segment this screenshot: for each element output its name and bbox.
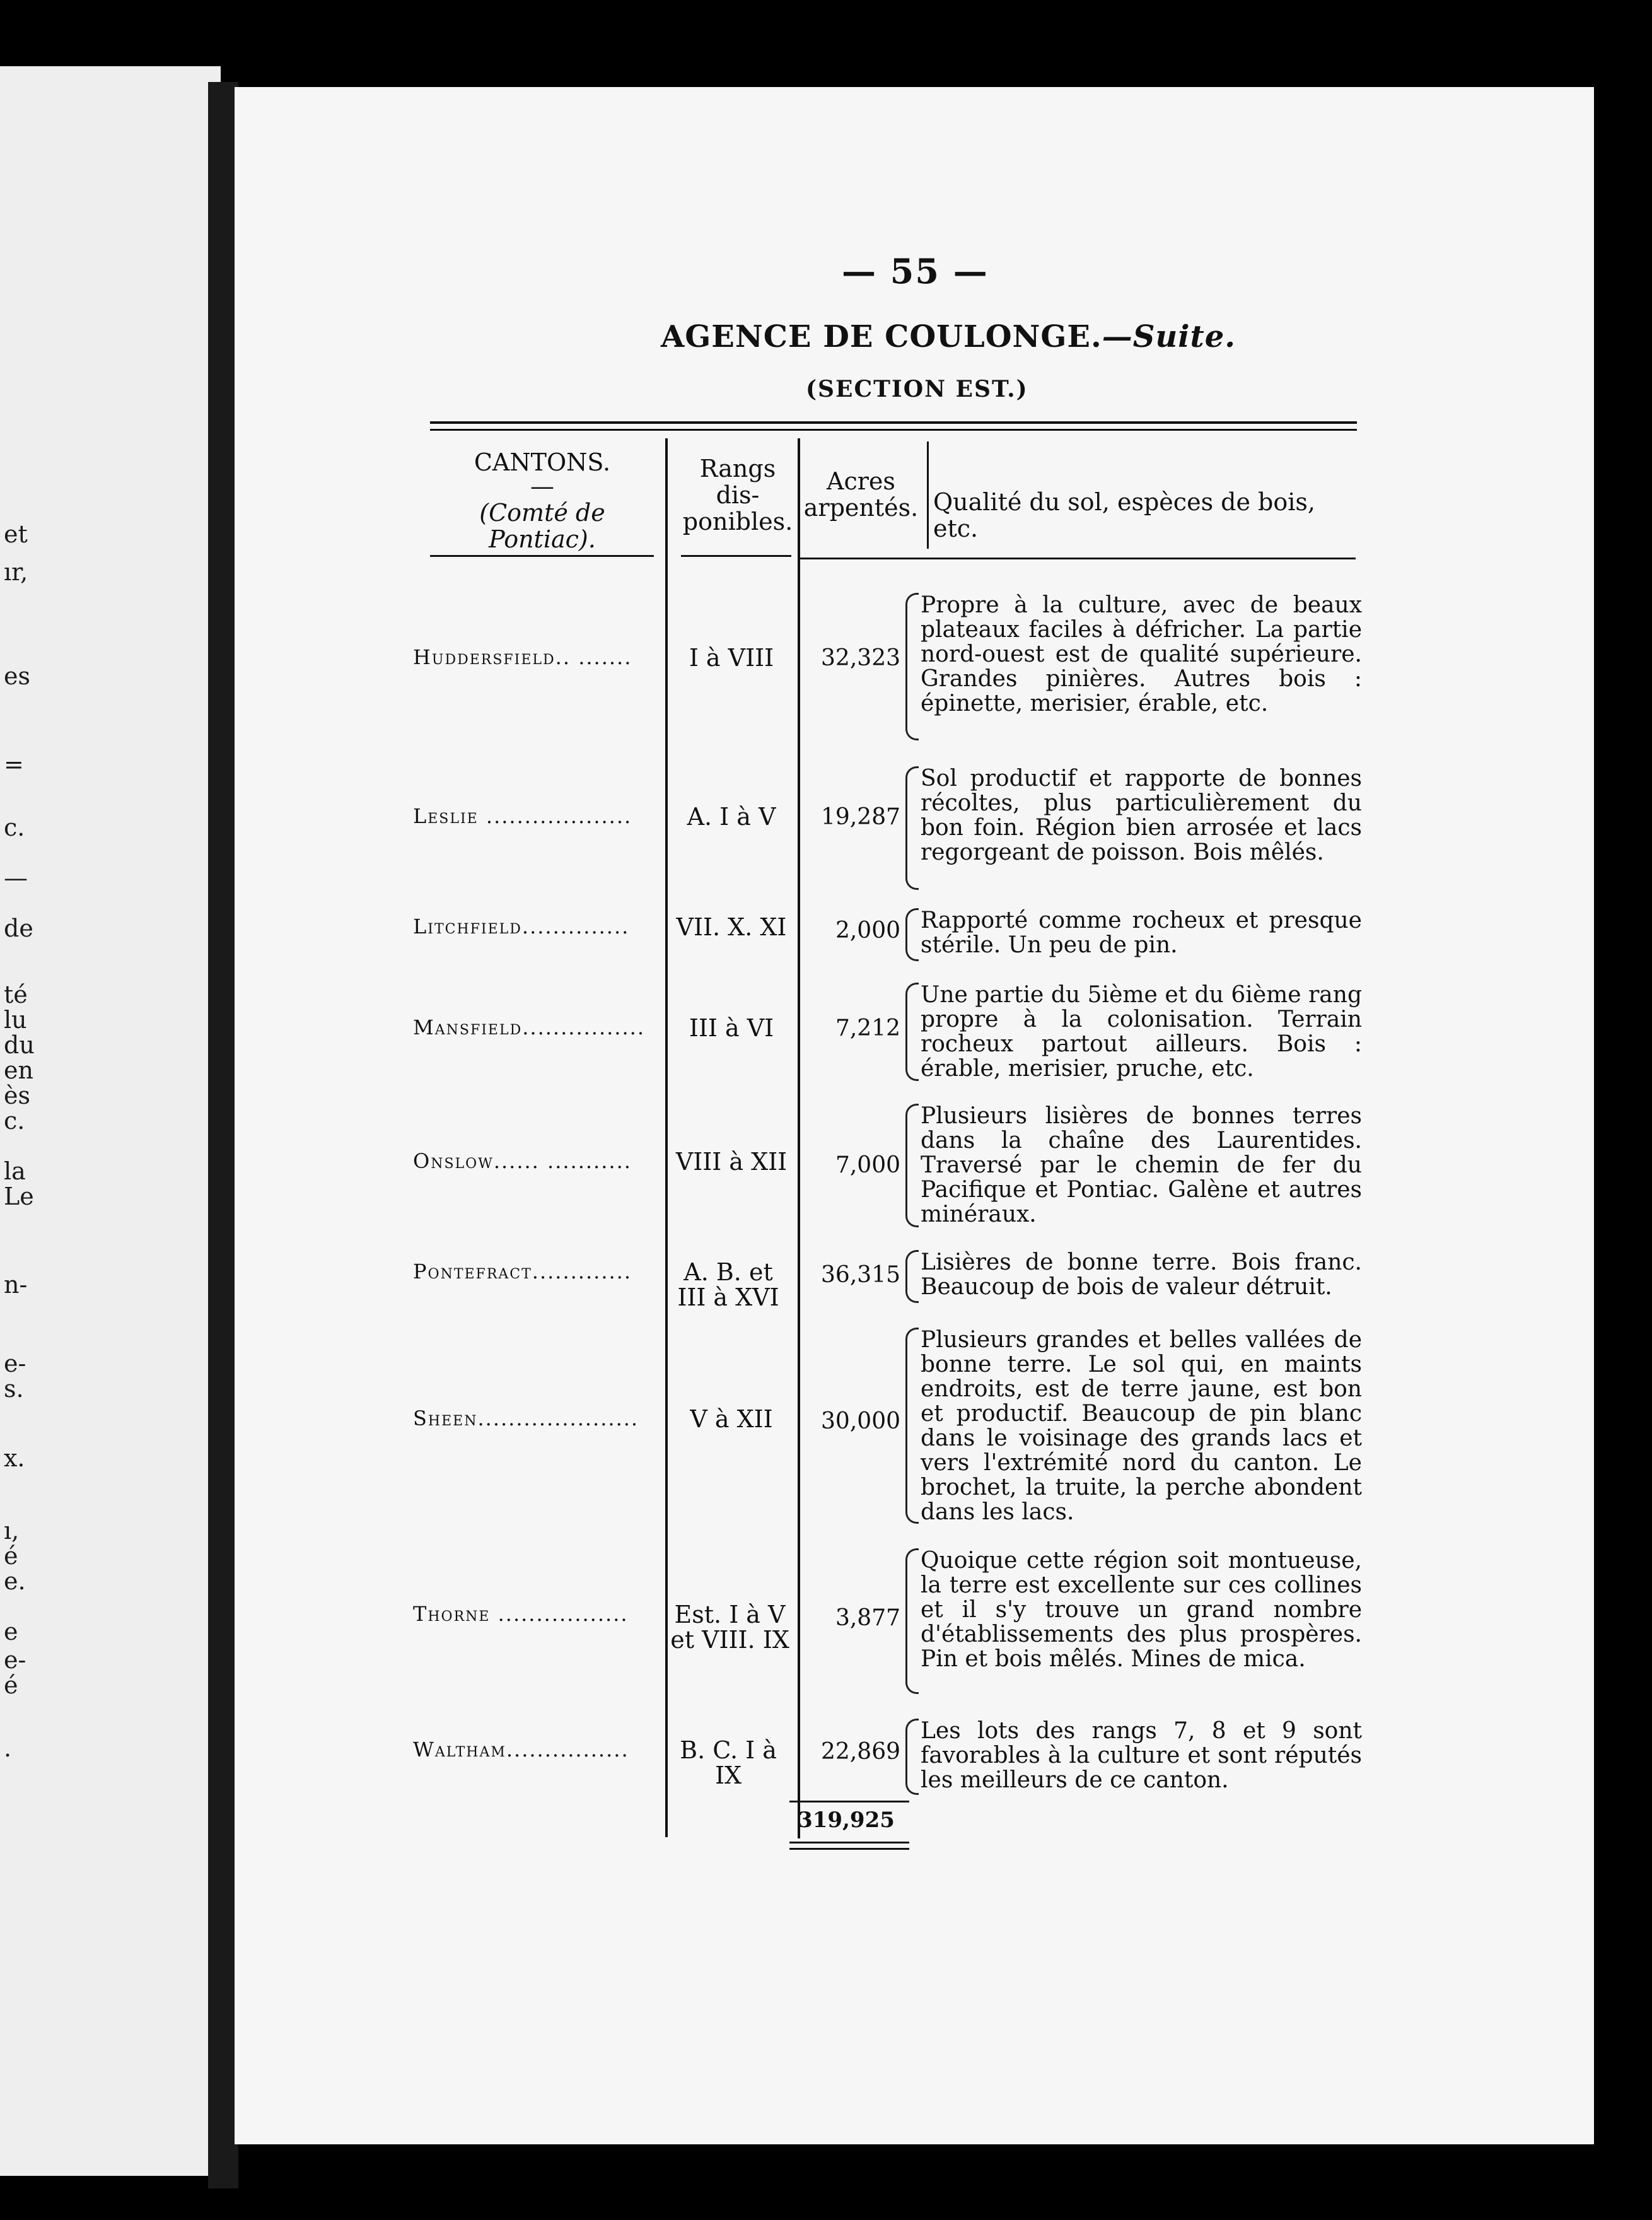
header-underline bbox=[800, 558, 1356, 559]
canton-name: Pontefract............. bbox=[413, 1259, 632, 1283]
header-comte: (Comté de Pontiac). bbox=[479, 499, 605, 553]
left-page-fragment: n- bbox=[4, 1271, 28, 1299]
canton-name: Litchfield.............. bbox=[413, 914, 630, 938]
left-page-fragment: du bbox=[4, 1031, 35, 1059]
canton-quality: Lisières de bonne terre. Bois franc. Beaucoup de bois de valeur détruit. bbox=[921, 1249, 1362, 1300]
brace bbox=[905, 1250, 919, 1303]
canton-acres: 32,323 bbox=[821, 645, 900, 671]
left-page-fragment: = bbox=[4, 751, 24, 778]
left-page-fragment: . bbox=[4, 1734, 12, 1762]
left-facing-page bbox=[0, 66, 221, 2176]
brace bbox=[905, 1719, 919, 1795]
canton-name: Thorne ................. bbox=[413, 1602, 629, 1626]
canton-rangs: VIII à XII bbox=[675, 1148, 788, 1176]
table-top-rule bbox=[430, 429, 1357, 431]
left-page-fragment: e- bbox=[4, 1350, 26, 1377]
left-page-fragment: de bbox=[4, 914, 33, 942]
canton-name: Sheen..................... bbox=[413, 1406, 639, 1430]
header-underline bbox=[681, 555, 791, 557]
left-page-fragment: — bbox=[4, 864, 28, 892]
left-page-fragment: e. bbox=[4, 1567, 26, 1595]
canton-acres: 3,877 bbox=[835, 1605, 900, 1631]
header-cantons-dash: — bbox=[530, 472, 554, 500]
canton-acres: 30,000 bbox=[821, 1408, 900, 1434]
header-qualite: Qualité du sol, espèces de bois, etc. bbox=[933, 488, 1315, 542]
page-title bbox=[661, 319, 1236, 354]
left-page-fragment: en bbox=[4, 1056, 33, 1084]
page-number: — 55 — bbox=[842, 251, 989, 291]
canton-rangs: A. B. et III à XVI bbox=[677, 1258, 779, 1311]
total-overline bbox=[789, 1801, 909, 1802]
table-top-rule bbox=[430, 421, 1357, 424]
left-page-fragment: e bbox=[4, 1618, 18, 1645]
canton-acres: 36,315 bbox=[821, 1262, 900, 1288]
canton-rangs: VII. X. XI bbox=[676, 913, 787, 941]
brace bbox=[905, 1104, 919, 1227]
column-divider-rangs bbox=[665, 438, 668, 1837]
canton-acres: 2,000 bbox=[835, 918, 900, 944]
canton-rangs: III à VI bbox=[689, 1014, 774, 1042]
left-page-fragment: s. bbox=[4, 1375, 24, 1403]
left-page-fragment: ès bbox=[4, 1082, 30, 1109]
canton-quality: Plusieurs grandes et belles vallées de bonne terre. Le sol qui, en maints endroits, est de terre jaune, est bon et productif. Beaucoup de pin blanc dans le voisinage des grands lacs et vers l'extrémité nord du canton. Le brochet, la truite, la perche abondent dans les lacs. bbox=[921, 1327, 1362, 1525]
left-page-fragment: lu bbox=[4, 1006, 27, 1034]
canton-rangs: I à VIII bbox=[689, 644, 774, 672]
brace bbox=[905, 766, 919, 890]
canton-quality: Propre à la culture, avec de beaux plateaux faciles à défricher. La partie nord-ouest est de qualité supérieure. Grandes pinières. Autres bois : épinette, merisier, érable, etc. bbox=[921, 592, 1362, 716]
canton-name: Mansfield................ bbox=[413, 1015, 645, 1039]
canton-name: Onslow...... ........... bbox=[413, 1149, 632, 1173]
canton-name: Waltham................ bbox=[413, 1738, 629, 1761]
canton-rangs: V à XII bbox=[690, 1405, 773, 1433]
canton-rangs: Est. I à V et VIII. IX bbox=[670, 1601, 789, 1654]
left-page-fragment: té bbox=[4, 981, 28, 1008]
total-acres: 319,925 bbox=[798, 1808, 895, 1833]
canton-quality: Les lots des rangs 7, 8 et 9 sont favorables à la culture et sont réputés les meilleurs de ce canton. bbox=[921, 1718, 1362, 1793]
canton-quality: Rapporté comme rocheux et presque stérile. Un peu de pin. bbox=[921, 908, 1362, 958]
canton-rangs: B. C. I à IX bbox=[680, 1736, 777, 1789]
left-page-fragment: ı, bbox=[4, 1517, 20, 1545]
left-page-fragment: et bbox=[4, 520, 28, 548]
canton-acres: 7,212 bbox=[835, 1015, 900, 1041]
canton-quality: Plusieurs lisières de bonnes terres dans la chaîne des Laurentides. Traversé par le chemin de fer du Pacifique et Pontiac. Galène et autres minéraux. bbox=[921, 1103, 1362, 1227]
title-suite: —Suite. bbox=[1102, 319, 1236, 354]
brace bbox=[905, 593, 919, 740]
canton-acres: 22,869 bbox=[821, 1739, 900, 1765]
left-page-fragment: Le bbox=[4, 1183, 34, 1210]
section-subtitle: (SECTION EST.) bbox=[806, 376, 1028, 402]
canton-quality: Sol productif et rapporte de bonnes récoltes, plus particulièrement du bon foin. Région bien arrosée et lacs regorgeant de poisson. Bois mêlés. bbox=[921, 766, 1362, 865]
title-main: AGENCE DE COULONGE. bbox=[661, 319, 1102, 354]
left-page-fragment: x. bbox=[4, 1444, 25, 1472]
total-underline bbox=[789, 1848, 909, 1850]
brace bbox=[905, 908, 919, 961]
canton-acres: 19,287 bbox=[821, 804, 900, 830]
left-page-fragment: la bbox=[4, 1157, 26, 1185]
canton-name: Huddersfield.. ....... bbox=[413, 645, 632, 669]
left-page-fragment: e- bbox=[4, 1646, 26, 1674]
canton-name: Leslie ................... bbox=[413, 804, 632, 828]
canton-quality: Quoique cette région soit montueuse, la terre est excellente sur ces collines et il s'y trouve un grand nombre d'établissements des plus prospères. Pin et bois mêlés. Mines de mica. bbox=[921, 1548, 1362, 1672]
header-cantons: CANTONS. bbox=[474, 448, 611, 476]
left-page-fragment: ır, bbox=[4, 558, 28, 586]
left-page-fragment: é bbox=[4, 1542, 18, 1570]
canton-acres: 7,000 bbox=[835, 1152, 900, 1178]
brace bbox=[905, 1328, 919, 1524]
canton-rangs: A. I à V bbox=[687, 803, 776, 831]
brace bbox=[905, 1548, 919, 1694]
left-page-fragment: é bbox=[4, 1671, 18, 1699]
left-page-fragment: es bbox=[4, 662, 30, 690]
canton-quality: Une partie du 5ième et du 6ième rang propre à la colonisation. Terrain rocheux partout ailleurs. Bois : érable, merisier, pruche, etc. bbox=[921, 982, 1362, 1082]
header-rangs: Rangs dis- ponibles. bbox=[682, 455, 793, 535]
left-page-fragment: c. bbox=[4, 814, 25, 841]
total-underline bbox=[789, 1842, 909, 1843]
left-page-fragment: c. bbox=[4, 1107, 25, 1135]
header-column-divider bbox=[927, 441, 929, 549]
column-divider-acres bbox=[798, 438, 800, 1838]
header-underline bbox=[430, 555, 654, 557]
brace bbox=[905, 983, 919, 1081]
header-acres: Acres arpentés. bbox=[803, 467, 919, 522]
book-spine bbox=[208, 82, 238, 2188]
